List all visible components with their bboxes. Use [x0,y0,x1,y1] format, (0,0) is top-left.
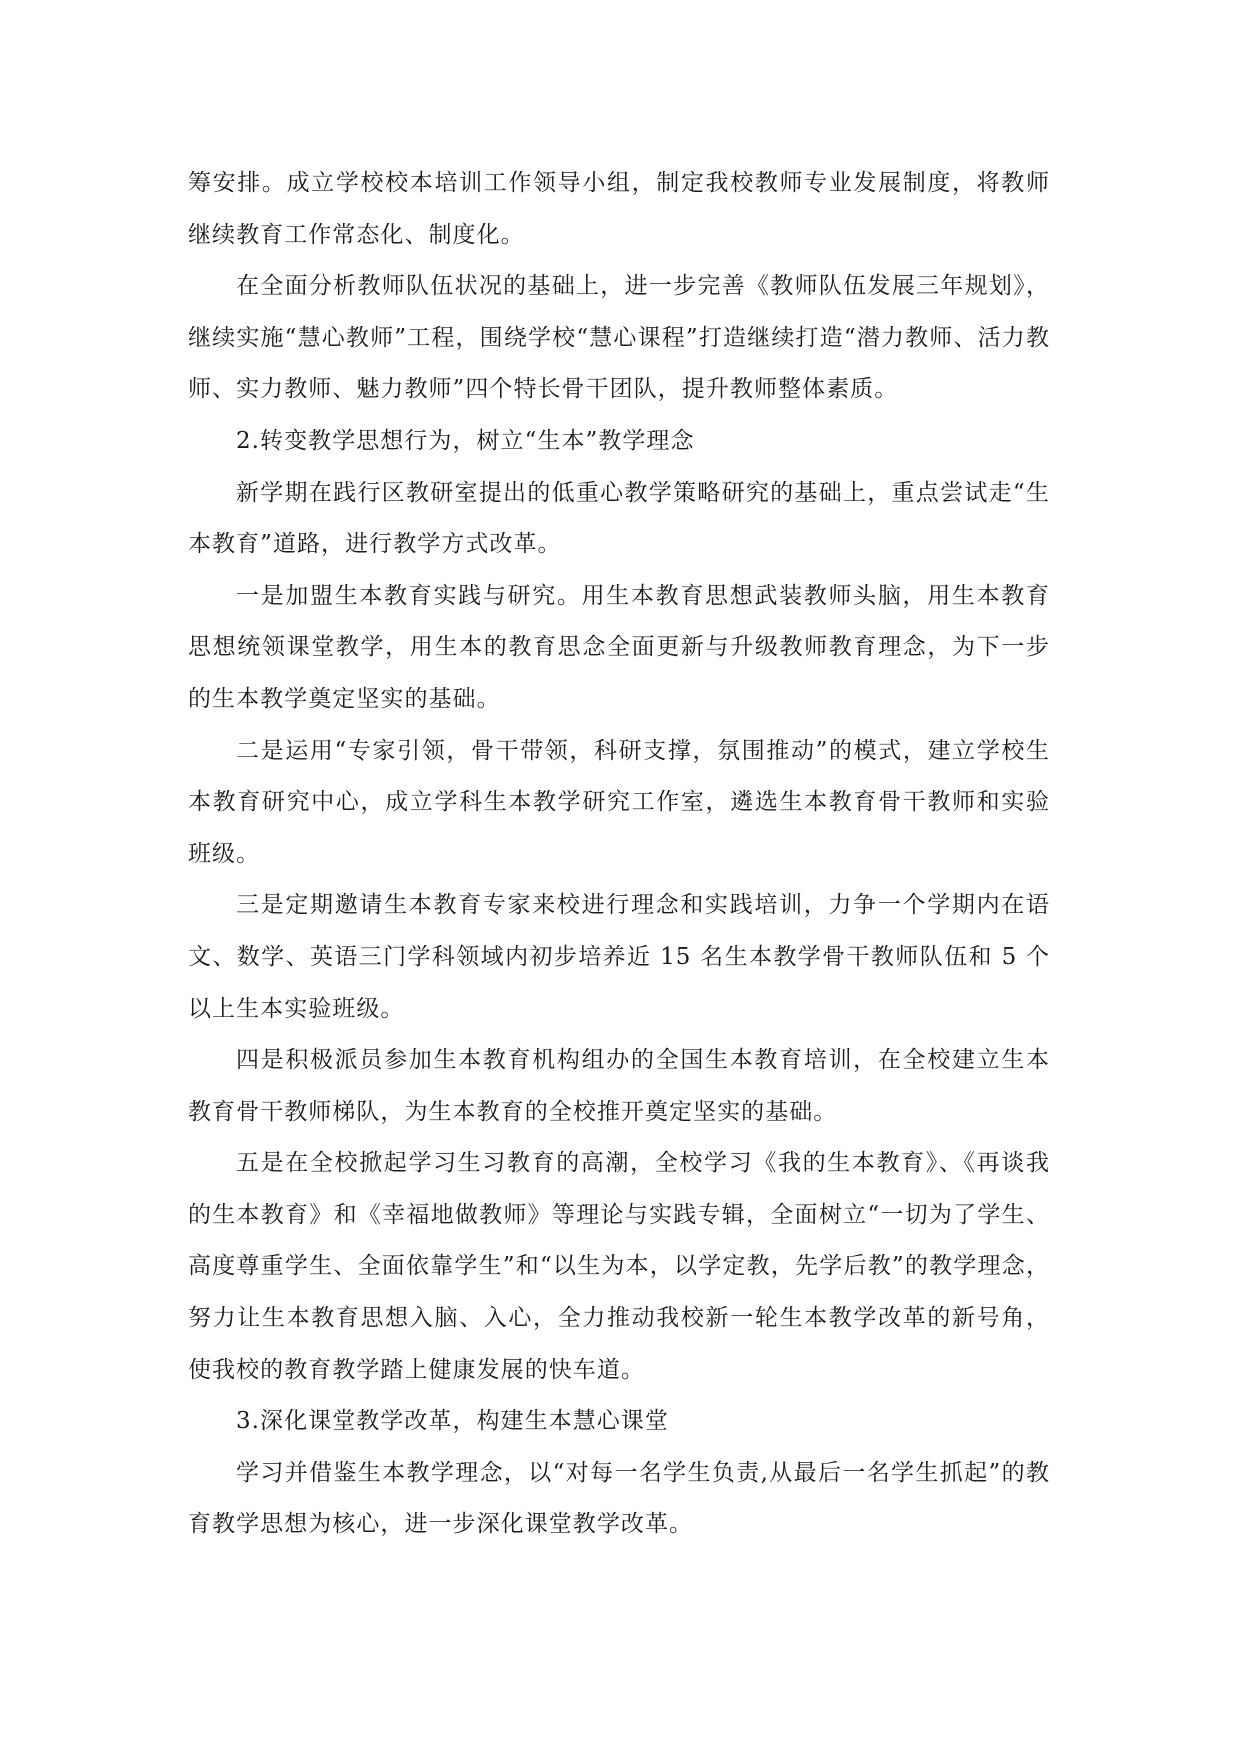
paragraph-point-two: 二是运用“专家引领，骨干带领，科研支撑，氛围推动”的模式，建立学校生本教育研究中心，成立学科生本教学研究工作室，遴选生本教育骨干教师和实验班级。 [188,737,1050,867]
paragraph-point-five: 五是在全校掀起学习生习教育的高潮，全校学习《我的生本教育》、《再谈我的生本教育》和《幸福地做教师》等理论与实践专辑，全面树立“一切为了学生、高度尊重学生、全面依靠学生”和“以生为本，以学定教，先学后教”的教学理念，努力让生本教育思想入脑、入心，全力推动我校新一轮生本教学改革的新号角，使我校的教育教学踏上健康发展的快车道。 [188,1150,1050,1383]
paragraph-continuation: 筹安排。成立学校校本培训工作领导小组，制定我校教师专业发展制度，将教师继续教育工作常态化、制度化。 [188,170,1050,248]
paragraph-teacher-team-plan: 在全面分析教师队伍状况的基础上，进一步完善《教师队伍发展三年规划》，继续实施“慧心教师”工程，围绕学校“慧心课程”打造继续打造“潜力教师、活力教师、实力教师、魅力教师”四个特长骨干团队，提升教师整体素质。 [188,273,1050,403]
document-body [188,158,1050,1551]
paragraph-point-three: 三是定期邀请生本教育专家来校进行理念和实践培训，力争一个学期内在语文、数学、英语三门学科领域内初步培养近 15 名生本教学骨干教师队伍和 5 个以上生本实验班级。 [188,892,1050,1022]
paragraph-point-one: 一是加盟生本教育实践与研究。用生本教育思想武装教师头脑，用生本教育思想统领课堂教学，用生本的教育思念全面更新与升级教师教育理念，为下一步的生本教学奠定坚实的基础。 [188,582,1050,712]
paragraph-point-four: 四是积极派员参加生本教育机构组办的全国生本教育培训，在全校建立生本教育骨干教师梯队，为生本教育的全校推开奠定坚实的基础。 [188,1047,1050,1125]
section-heading-2: 2.转变教学思想行为，树立“生本”教学理念 [236,427,695,454]
paragraph-classroom-reform: 学习并借鉴生本教学理念，以“对每一名学生负责,从最后一名学生抓起”的教育教学思想为核心，进一步深化课堂教学改革。 [188,1459,1050,1538]
paragraph-new-semester: 新学期在践行区教研室提出的低重心教学策略研究的基础上，重点尝试走“生本教育”道路，进行教学方式改革。 [188,479,1050,558]
section-heading-3: 3.深化课堂教学改革，构建生本慧心课堂 [236,1408,669,1435]
